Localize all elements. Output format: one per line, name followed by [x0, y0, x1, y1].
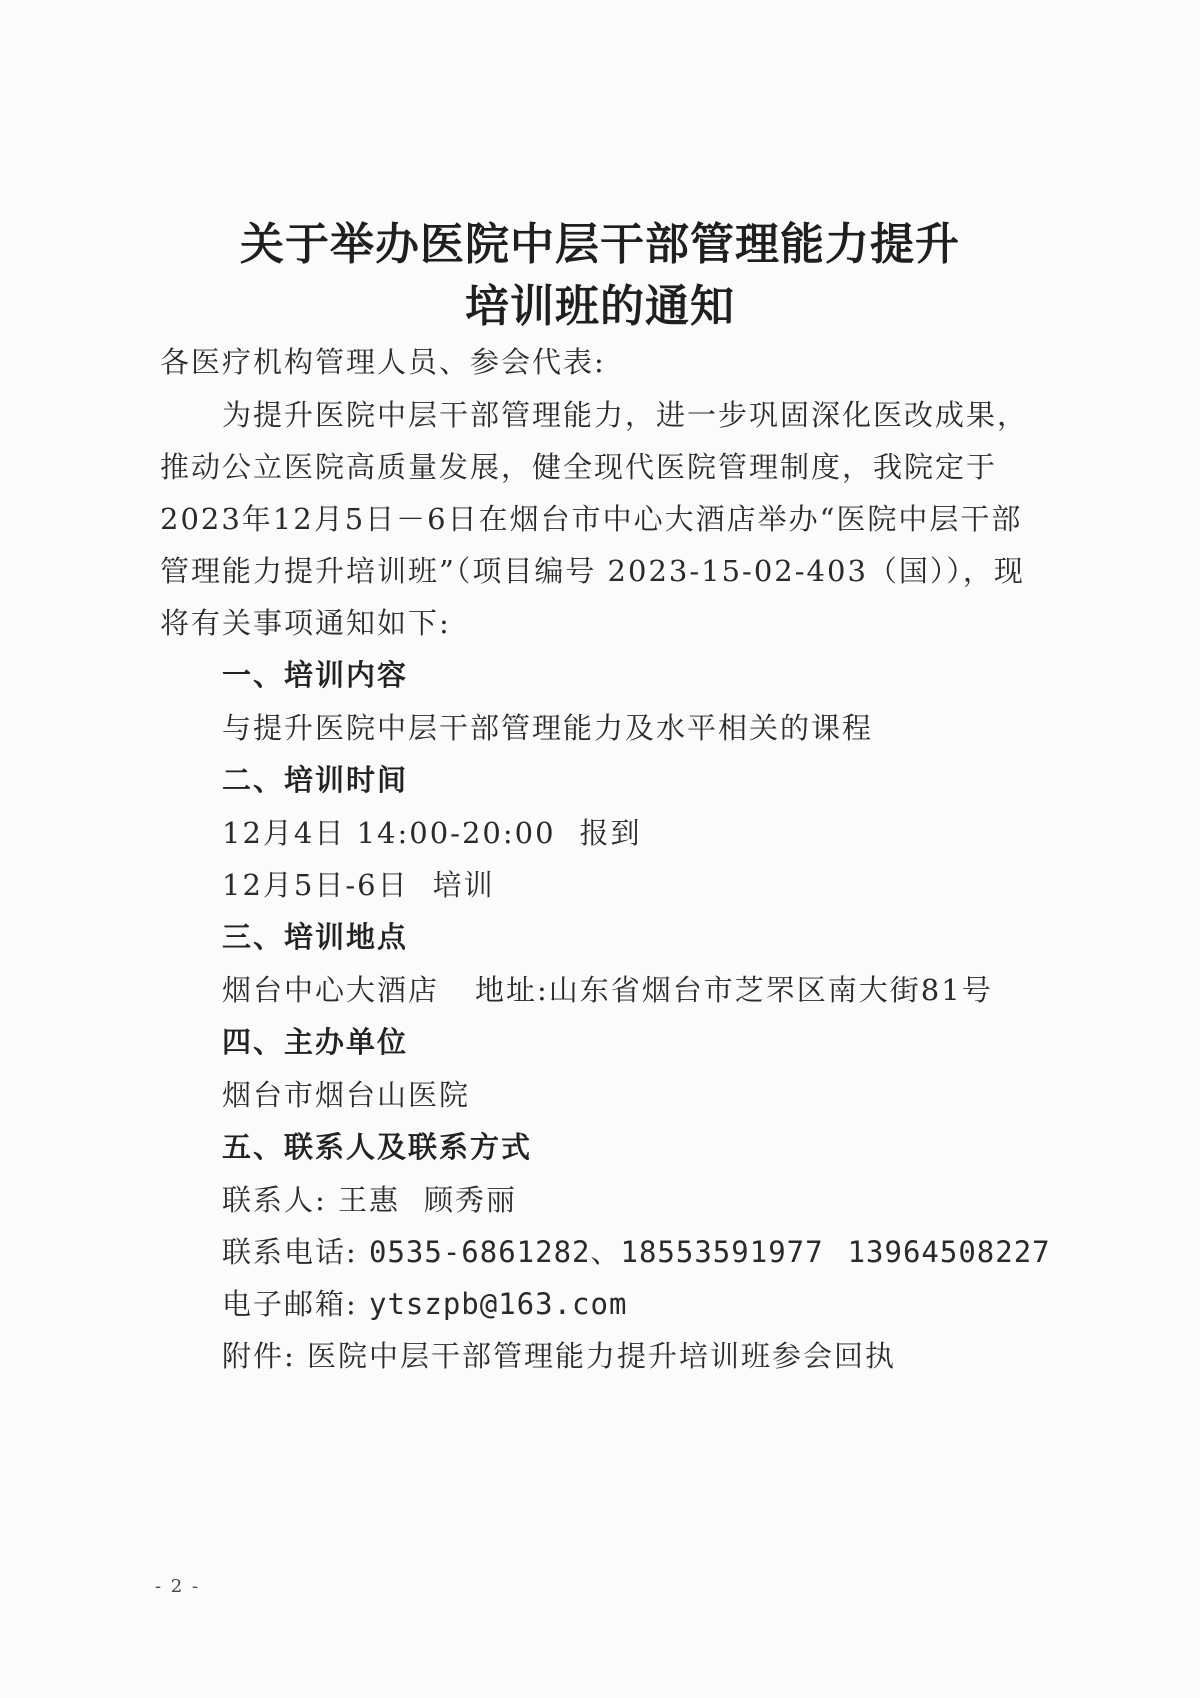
section-heading-content: 一、培训内容	[222, 658, 409, 692]
contact-phone-line	[222, 1230, 1051, 1271]
contact-phone-label: 联系电话:	[222, 1235, 358, 1269]
section-heading-organizer: 四、主办单位	[222, 1025, 409, 1059]
training-date: 12月5日-6日	[222, 868, 409, 902]
checkin-label: 报到	[579, 816, 642, 850]
location-line	[222, 968, 993, 1009]
document-title-line-1: 关于举办医院中层干部管理能力提升	[240, 219, 960, 270]
intro-line-3: 2023年12月5日－6日在烟台市中心大酒店举办“医院中层干部	[160, 502, 1023, 536]
contact-phone-3: 13964508227	[847, 1235, 1051, 1269]
page-number: - 2 -	[155, 1576, 201, 1597]
contact-email-label: 电子邮箱:	[222, 1287, 358, 1321]
contact-persons-line	[222, 1178, 517, 1219]
intro-line-1: 为提升医院中层干部管理能力，进一步巩固深化医改成果，	[222, 398, 1029, 432]
checkin-time-line	[222, 811, 642, 852]
contact-email: ytszpb@163.com	[369, 1287, 628, 1321]
training-time-line	[222, 863, 495, 904]
contact-persons-label: 联系人:	[222, 1183, 327, 1217]
section-heading-contact: 五、联系人及联系方式	[222, 1130, 533, 1164]
venue-address: 地址:山东省烟台市芝罘区南大街81号	[475, 973, 993, 1007]
contact-person-1: 王惠	[338, 1183, 401, 1217]
section-heading-time: 二、培训时间	[222, 763, 409, 797]
intro-line-4: 管理能力提升培训班”（项目编号 2023-15-02-403（国）），现	[160, 554, 1025, 588]
section-heading-location: 三、培训地点	[222, 920, 409, 954]
section-content-text: 与提升医院中层干部管理能力及水平相关的课程	[222, 711, 874, 745]
salutation: 各医疗机构管理人员、参会代表:	[160, 345, 606, 379]
intro-line-5: 将有关事项通知如下:	[160, 606, 451, 640]
contact-person-2: 顾秀丽	[424, 1183, 518, 1217]
contact-email-line	[222, 1282, 627, 1323]
venue-name: 烟台中心大酒店	[222, 973, 440, 1007]
attachment-line: 附件: 医院中层干部管理能力提升培训班参会回执	[222, 1339, 896, 1373]
training-label: 培训	[432, 868, 495, 902]
intro-line-2: 推动公立医院高质量发展，健全现代医院管理制度，我院定于	[160, 450, 998, 484]
contact-phones: 0535-6861282、18553591977	[369, 1235, 824, 1269]
document-title-line-2: 培训班的通知	[465, 281, 735, 332]
checkin-date: 12月4日 14:00-20:00	[222, 816, 556, 850]
organizer-name: 烟台市烟台山医院	[222, 1078, 471, 1112]
